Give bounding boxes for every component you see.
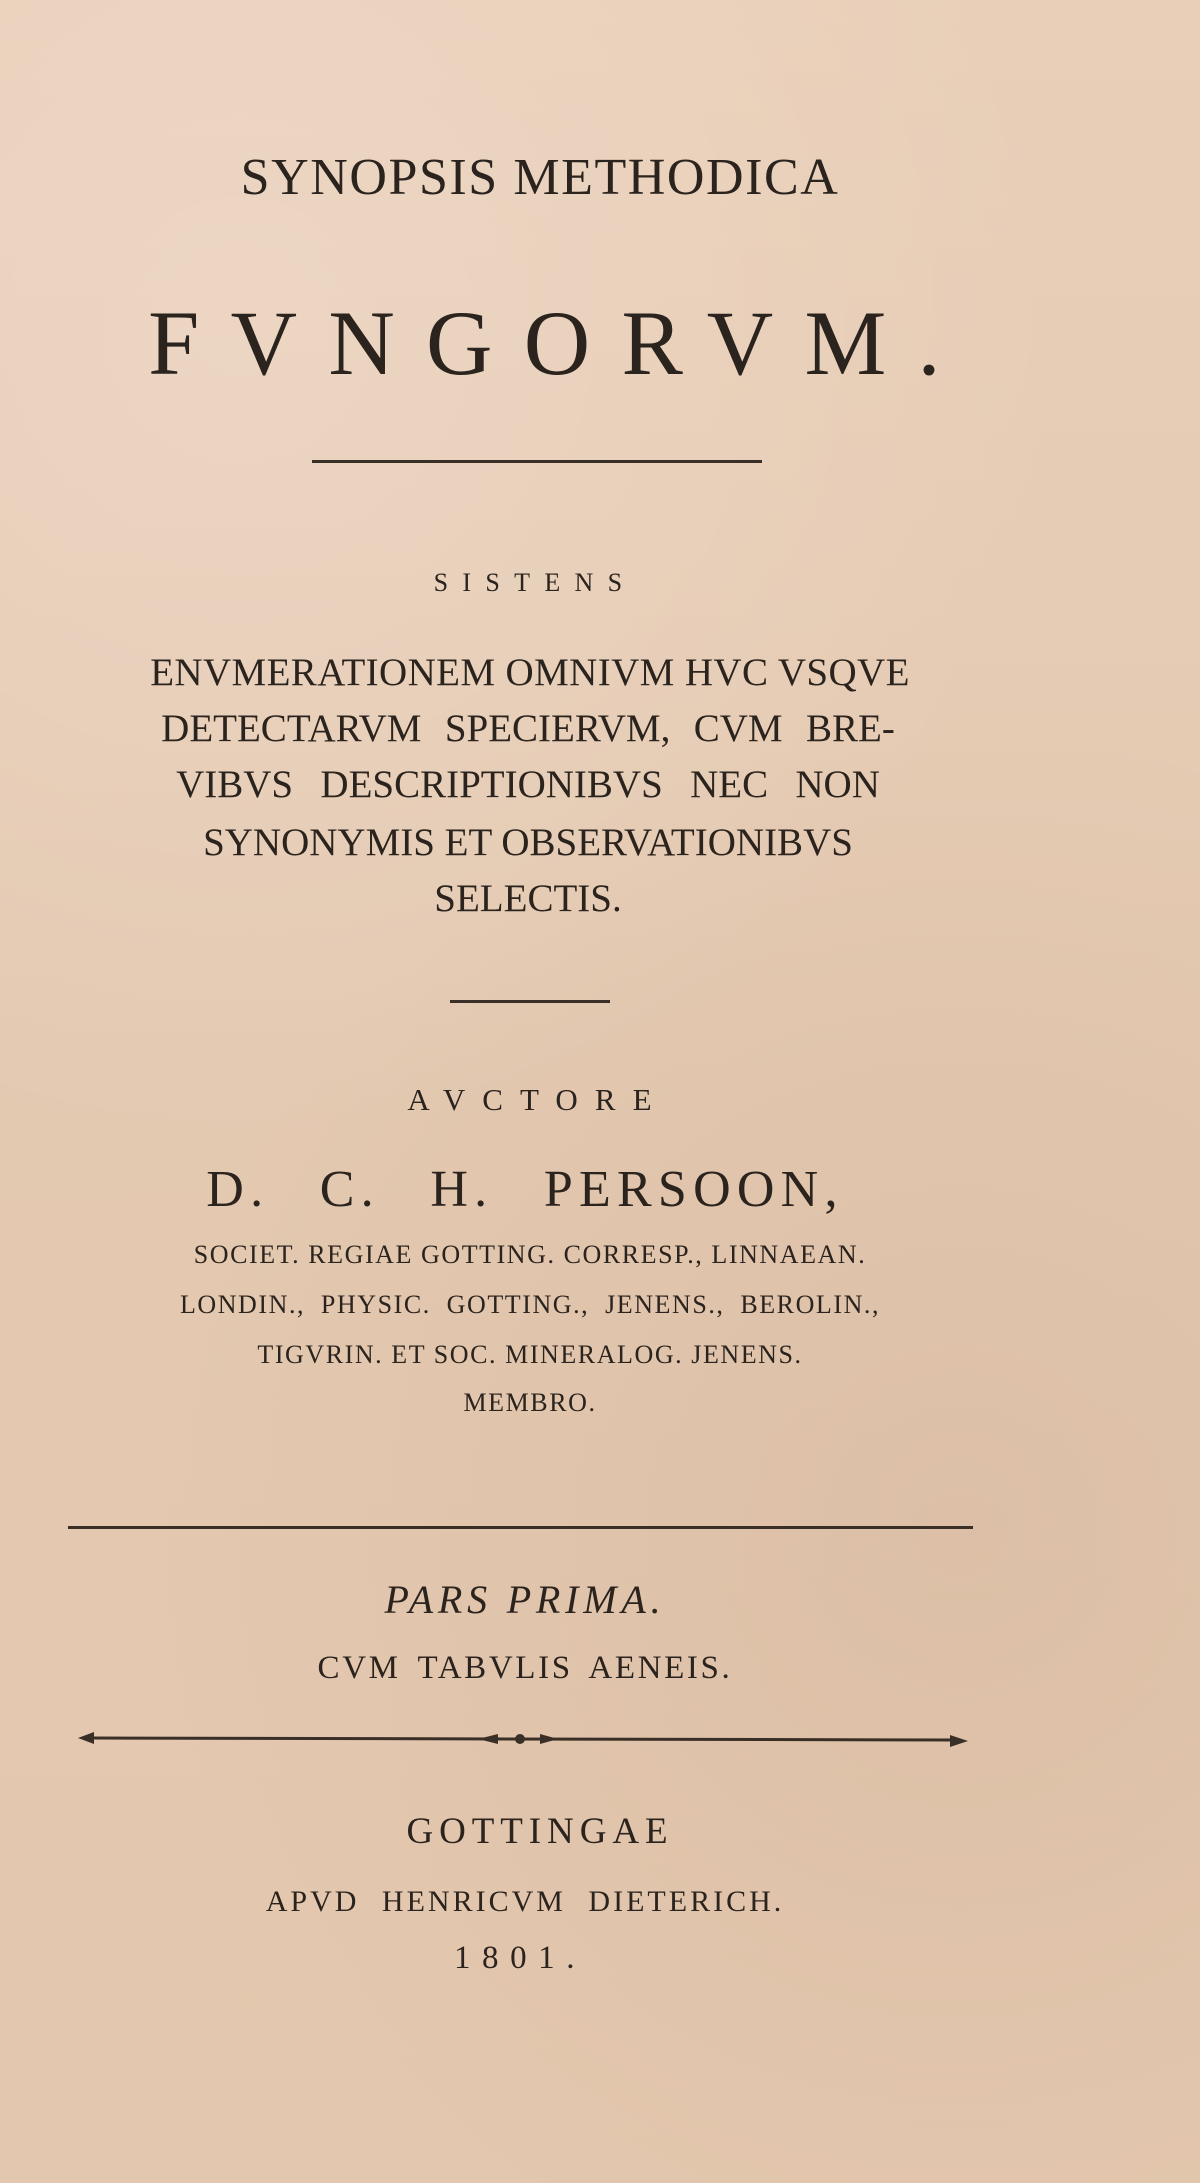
part-name: PARS PRIMA. [384,1577,666,1622]
imprint-year: 1801. [454,1940,586,1976]
affiliation-line-4: MEMBRO. [463,1388,597,1417]
description-line-1: ENVMERATIONEM OMNIVM HVC VSQVE [150,651,910,694]
title-line-2: FVNGORVM. [148,292,972,394]
part-plates: CVM TABVLIS AENEIS. [317,1650,733,1686]
imprint-publisher: APVD HENRICVM DIETERICH. [265,1885,785,1918]
affiliation-line-1: SOCIET. REGIAE GOTTING. CORRESP., LINNAEAN. [193,1240,867,1269]
description-line-5: SELECTIS. [434,877,622,920]
sistens-label: SISTENS [433,568,637,597]
author-name: D. C. H. PERSOON, [206,1161,844,1218]
affiliation-line-2: LONDIN., PHYSIC. GOTTING., JENENS., BEROLIN., [179,1290,881,1319]
description-line-4: SYNONYMIS ET OBSERVATIONIBVS [203,821,853,864]
title-line-1: SYNOPSIS METHODICA [240,149,840,206]
auctore-label: AVCTORE [407,1082,669,1117]
long-rule [68,1526,973,1529]
imprint-place: GOTTINGAE [406,1811,674,1852]
short-rule [450,1000,610,1003]
affiliation-line-3: TIGVRIN. ET SOC. MINERALOG. JENENS. [257,1340,803,1369]
description-line-2: DETECTARVM SPECIERVM, CVM BRE- [161,707,895,750]
description-line-3: VIBVS DESCRIPTIONIBVS NEC NON [176,763,880,806]
ornamental-rule [78,1726,968,1750]
title-rule [312,460,762,463]
